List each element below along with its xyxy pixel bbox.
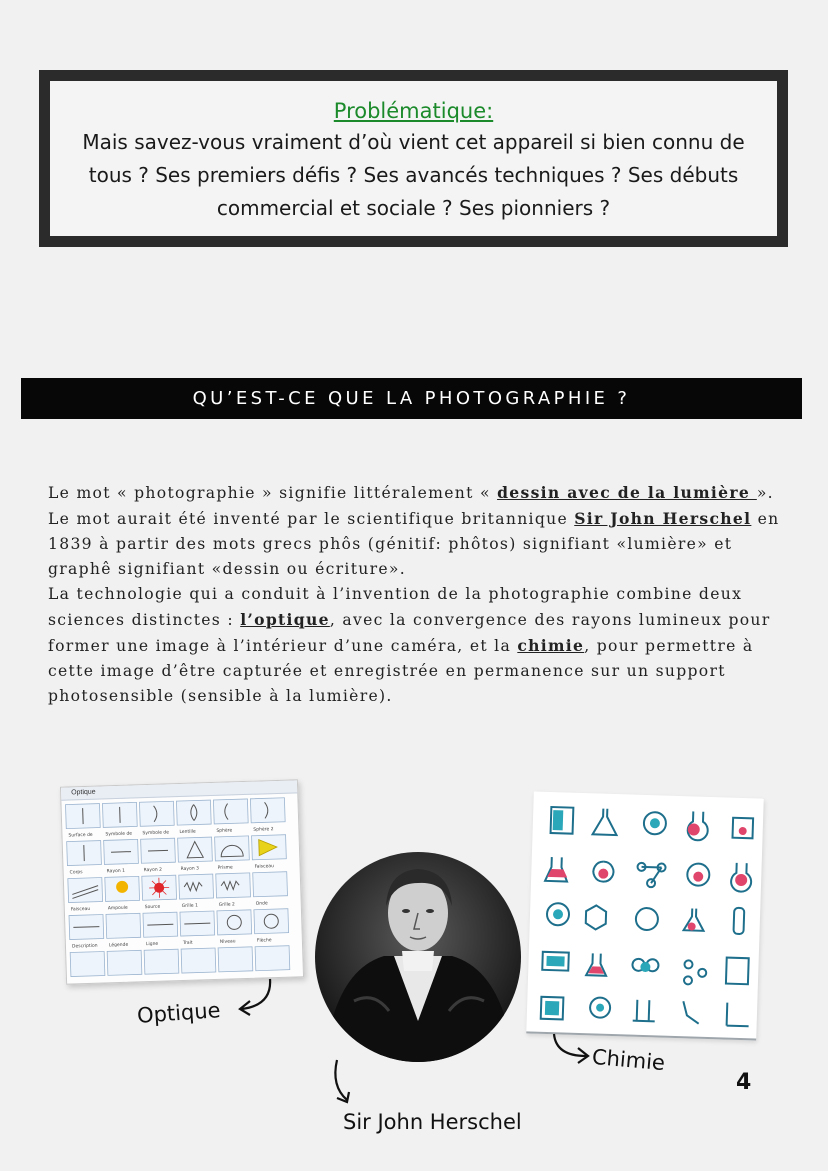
page-number: 4 [736, 1070, 752, 1095]
paragraph-1 [48, 480, 784, 506]
svg-text:Grille 2: Grille 2 [218, 902, 235, 908]
section-heading: QU’EST-CE QUE LA PHOTOGRAPHIE ? [21, 378, 802, 419]
svg-text:Symbole de: Symbole de [142, 830, 170, 837]
svg-text:Source: Source [144, 904, 161, 911]
svg-text:Corps: Corps [69, 870, 83, 876]
svg-text:Niveau: Niveau [219, 939, 236, 945]
svg-text:Lentille: Lentille [179, 829, 196, 836]
optique-image [60, 779, 304, 984]
svg-text:Rayon 2: Rayon 2 [143, 867, 163, 874]
paragraph-2 [48, 506, 784, 582]
paragraph-3 [48, 582, 784, 709]
text-run: ». [756, 484, 774, 502]
keyword-herschel: Sir John Herschel [574, 509, 752, 528]
text-run: Le mot aurait été inventé par le scientifique britannique [48, 510, 575, 528]
svg-text:Ligne: Ligne [145, 941, 159, 948]
svg-text:Symbole de: Symbole de [105, 831, 133, 838]
svg-text:Sphère 2: Sphère 2 [253, 827, 274, 833]
svg-text:Faisceau: Faisceau [254, 864, 275, 870]
chimie-caption: Chimie [591, 1044, 666, 1076]
herschel-arrow-icon [327, 1056, 367, 1108]
svg-text:Trait: Trait [182, 940, 193, 946]
chimie-icon-grid [526, 791, 763, 1038]
text-run: , avec la convergence des rayons lumineux pour former une image à l’intérieur d’une caméra, et la [48, 611, 771, 655]
problematique-box [39, 70, 788, 247]
keyword-dessin-lumiere: dessin avec de la lumière [497, 483, 757, 502]
optique-caption: Optique [136, 998, 222, 1028]
text-run: , pour permettre à cette image d’être capturée et enregistrée en permanence sur un support photosensible (sensible à la lumière). [48, 637, 754, 705]
problematique-text: Mais savez-vous vraiment d’où vient cet appareil si bien connu de tous ? Ses premiers défis ? Ses avancés techniques ? Ses débuts commercial et sociale ? Ses pionniers ? [82, 130, 745, 220]
svg-text:Faisceau: Faisceau [70, 906, 91, 913]
svg-text:Grille 1: Grille 1 [181, 903, 198, 910]
herschel-caption: Sir John Herschel [343, 1110, 522, 1134]
keyword-chimie: chimie [517, 636, 585, 655]
keyword-optique: l’optique [240, 610, 330, 629]
svg-text:Flèche: Flèche [256, 938, 272, 944]
text-run: La technologie qui a conduit à l’invention de la photographie combine deux sciences distinctes : [48, 585, 743, 629]
body-text [48, 480, 784, 709]
problematique-title: Problématique: [333, 99, 494, 123]
text-run: en 1839 à partir des mots grecs phôs (génitif: phôtos) signifiant «lumière» et graphê signifiant «dessin ou écriture». [48, 510, 780, 578]
svg-text:Rayon 1: Rayon 1 [106, 868, 126, 875]
herschel-portrait [314, 851, 522, 1063]
chimie-image [526, 791, 763, 1040]
svg-text:Surface de: Surface de [68, 832, 93, 839]
text-run: Le mot « photographie » signifie littéralement « [48, 484, 498, 502]
svg-text:Prisme: Prisme [217, 865, 233, 871]
svg-text:Sphère: Sphère [216, 828, 233, 834]
svg-text:Rayon 3: Rayon 3 [180, 866, 200, 873]
svg-text:Légende: Légende [108, 942, 129, 949]
svg-text:Onde: Onde [255, 901, 268, 907]
chimie-arrow-icon [548, 1030, 596, 1070]
optique-palette-grid [61, 793, 301, 982]
optique-arrow-icon [232, 975, 282, 1021]
optique-window-title: Optique [71, 788, 96, 797]
svg-text:Ampoule: Ampoule [107, 905, 128, 912]
svg-text:Description: Description [71, 943, 98, 950]
